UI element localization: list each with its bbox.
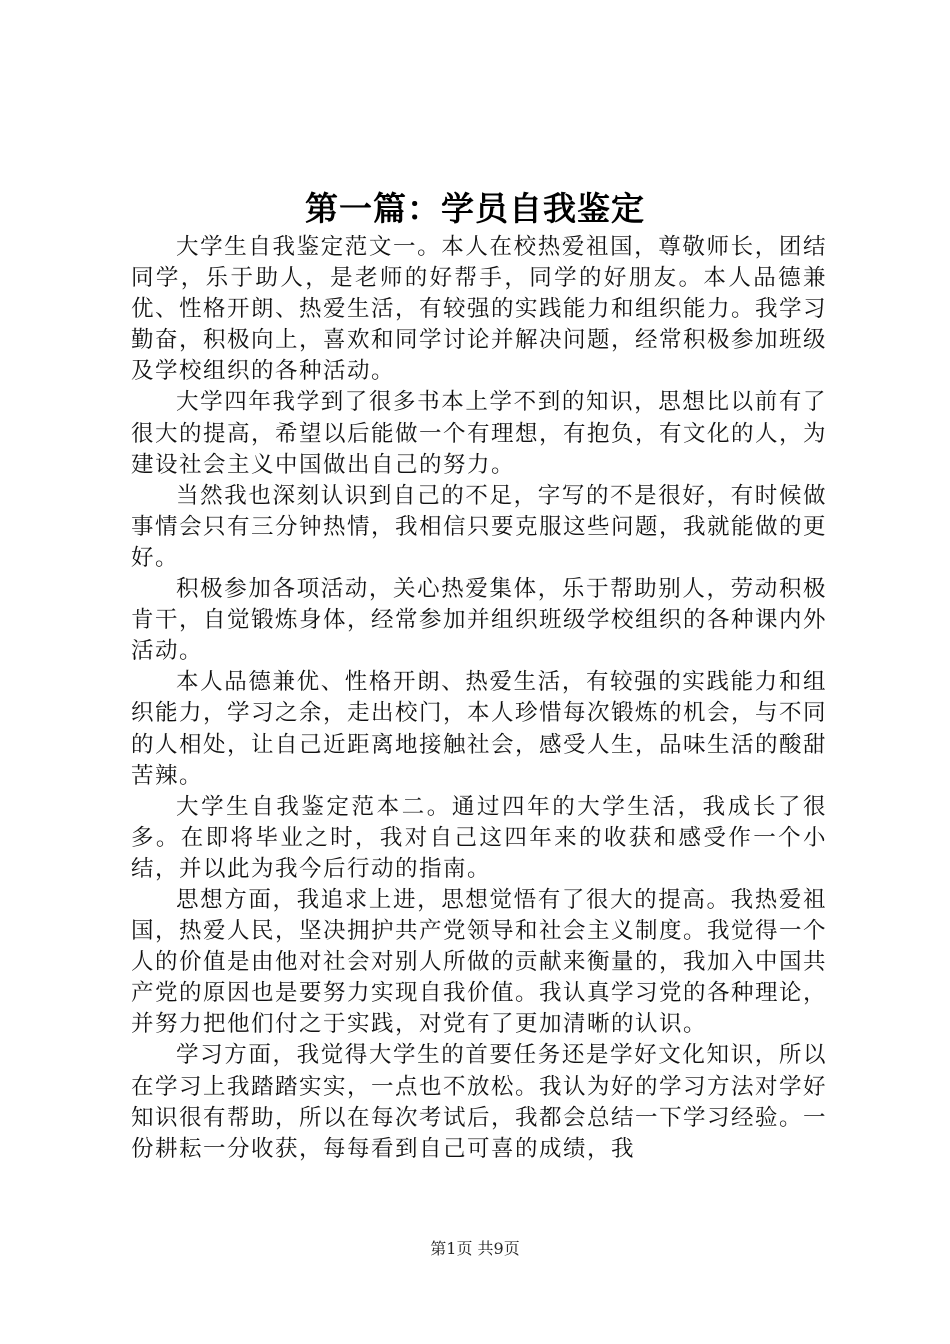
paragraph-2: 大学四年我学到了很多书本上学不到的知识，思想比以前有了很大的提高，希望以后能做一个有理想，有抱负，有文化的人，为建设社会主义中国做出自己的努力。 [131,389,828,478]
paragraph-7: 思想方面，我追求上进，思想觉悟有了很大的提高。我热爱祖国，热爱人民，坚决拥护共产党领导和社会主义制度。我觉得一个人的价值是由他对社会对别人所做的贡献来衡量的，我加入中国共产党的原因也是要努力实现自我价值。我认真学习党的各种理论，并努力把他们付之于实践，对党有了更加清晰的认识。 [131,886,828,1038]
paragraph-5: 本人品德兼优、性格开朗、热爱生活，有较强的实践能力和组织能力，学习之余，走出校门，本人珍惜每次锻炼的机会，与不同的人相处，让自己近距离地接触社会，感受人生，品味生活的酸甜苦辣。 [131,669,828,789]
paragraph-1: 大学生自我鉴定范文一。本人在校热爱祖国，尊敬师长，团结同学，乐于助人，是老师的好帮手，同学的好朋友。本人品德兼优、性格开朗、热爱生活，有较强的实践能力和组织能力。我学习勤奋，积极向上，喜欢和同学讨论并解决问题，经常积极参加班级及学校组织的各种活动。 [131,234,828,385]
document-body [131,232,827,1165]
page-footer: 第1页 共9页 [430,1239,520,1258]
document-title: 第一篇：学员自我鉴定 [305,189,645,228]
paragraph-4: 积极参加各项活动，关心热爱集体，乐于帮助别人，劳动积极肯干，自觉锻炼身体，经常参加并组织班级学校组织的各种课内外活动。 [131,576,828,665]
paragraph-3: 当然我也深刻认识到自己的不足，字写的不是很好，有时候做事情会只有三分钟热情，我相信只要克服这些问题，我就能做的更好。 [131,482,828,571]
paragraph-8: 学习方面，我觉得大学生的首要任务还是学好文化知识，所以在学习上我踏踏实实，一点也不放松。我认为好的学习方法对学好知识很有帮助，所以在每次考试后，我都会总结一下学习经验。一份耕耘一分收获，每每看到自己可喜的成绩，我 [131,1042,828,1162]
paragraph-6: 大学生自我鉴定范本二。通过四年的大学生活，我成长了很多。在即将毕业之时，我对自己这四年来的收获和感受作一个小结，并以此为我今后行动的指南。 [131,793,827,882]
